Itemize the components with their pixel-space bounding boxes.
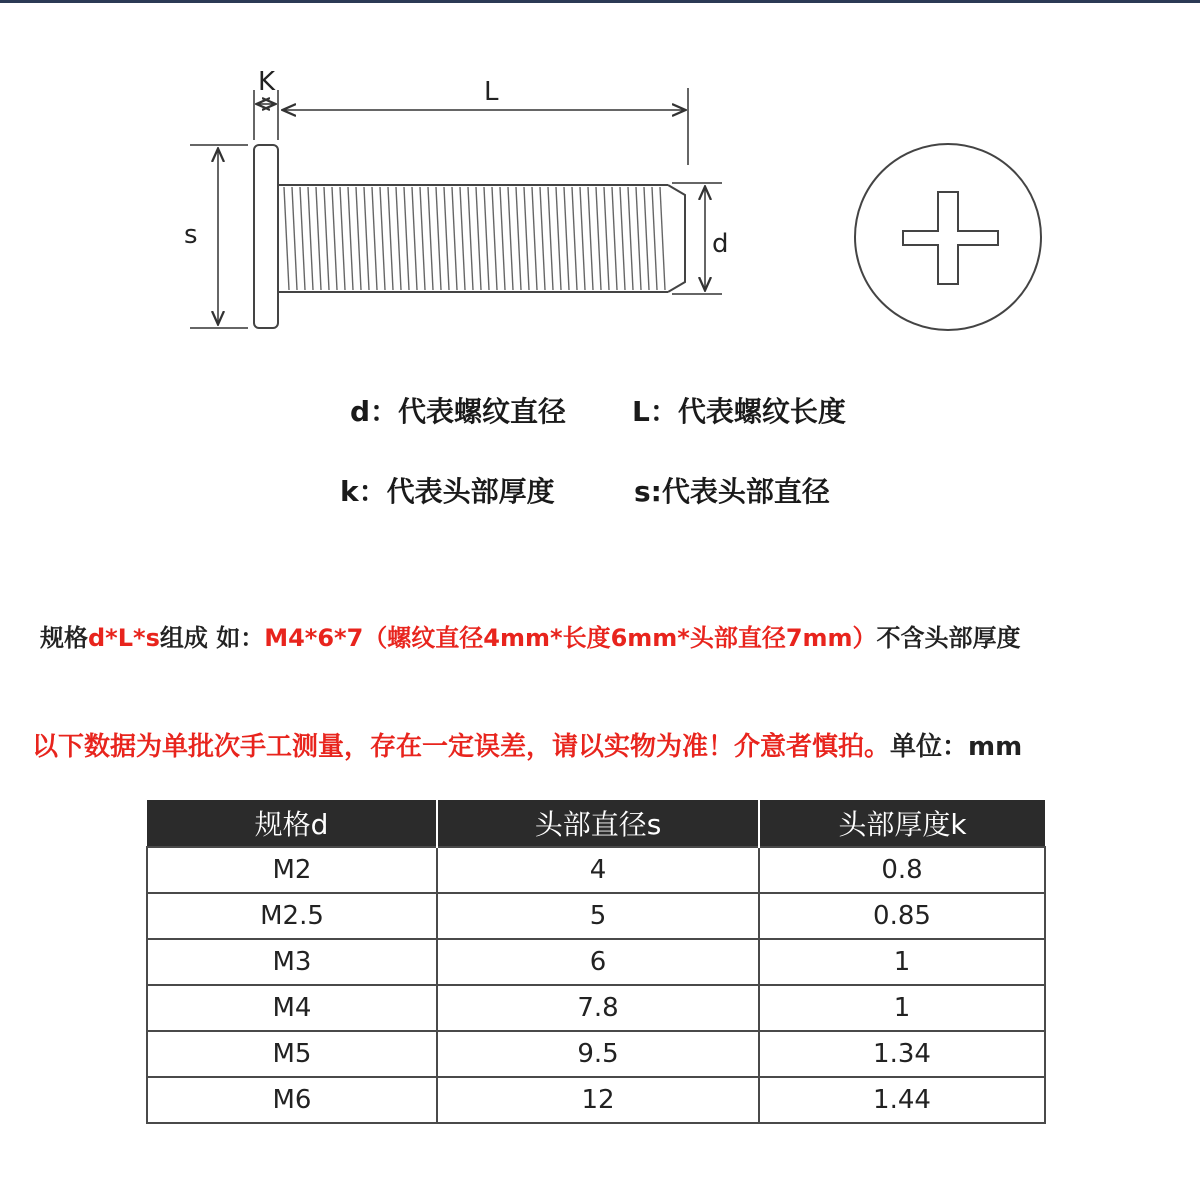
cell-spec: M5 (147, 1031, 437, 1077)
label-k: K (258, 67, 276, 97)
header-spec-d: 规格d (147, 800, 437, 847)
spec-explanation (40, 618, 1021, 653)
cell-spec: M2 (147, 847, 437, 893)
spec-prefix2: 组成 如： (159, 624, 265, 652)
table-header-row (147, 800, 1045, 847)
table-row (147, 1031, 1045, 1077)
table-row (147, 893, 1045, 939)
cell-thickness: 1 (759, 939, 1045, 985)
screw-shank (278, 185, 685, 292)
label-s: s (184, 220, 198, 250)
spec-table (146, 800, 1046, 1124)
cell-spec: M4 (147, 985, 437, 1031)
spec-example: M4*6*7（螺纹直径4mm*长度6mm*头部直径7mm） (264, 624, 877, 652)
warning-text: 以下数据为单批次手工测量，存在一定误差，请以实物为准！介意者慎拍。 (32, 732, 891, 762)
head-top-view (855, 144, 1041, 330)
cell-spec: M6 (147, 1077, 437, 1123)
cell-thickness: 1.44 (759, 1077, 1045, 1123)
cell-thickness: 0.8 (759, 847, 1045, 893)
spec-prefix: 规格 (40, 624, 88, 652)
cell-diameter: 12 (437, 1077, 759, 1123)
unit-text: 单位：mm (890, 732, 1023, 762)
table-row (147, 847, 1045, 893)
label-l: L (484, 77, 499, 107)
cell-thickness: 1 (759, 985, 1045, 1031)
s-dimension (184, 145, 248, 328)
label-d: d (712, 229, 729, 259)
header-head-diameter: 头部直径s (437, 800, 759, 847)
k-dimension (254, 67, 278, 140)
legend-k: k：代表头部厚度 (340, 475, 555, 508)
d-dimension (672, 183, 729, 294)
screw-diagram (0, 0, 1200, 360)
table-row (147, 985, 1045, 1031)
screw-head (254, 145, 278, 328)
cell-diameter: 6 (437, 939, 759, 985)
legend-l: L：代表螺纹长度 (632, 395, 846, 428)
cell-thickness: 0.85 (759, 893, 1045, 939)
table-row (147, 939, 1045, 985)
table-row (147, 1077, 1045, 1123)
spec-formula: d*L*s (88, 624, 160, 652)
legend-d: d：代表螺纹直径 (350, 395, 567, 428)
legend-s: s:代表头部直径 (634, 475, 830, 508)
cell-spec: M2.5 (147, 893, 437, 939)
cell-diameter: 7.8 (437, 985, 759, 1031)
l-dimension (284, 77, 688, 165)
cell-thickness: 1.34 (759, 1031, 1045, 1077)
measurement-note (32, 726, 1022, 763)
cell-diameter: 5 (437, 893, 759, 939)
spec-suffix: 不含头部厚度 (876, 624, 1021, 652)
cell-spec: M3 (147, 939, 437, 985)
header-head-thickness: 头部厚度k (759, 800, 1045, 847)
cell-diameter: 9.5 (437, 1031, 759, 1077)
cell-diameter: 4 (437, 847, 759, 893)
